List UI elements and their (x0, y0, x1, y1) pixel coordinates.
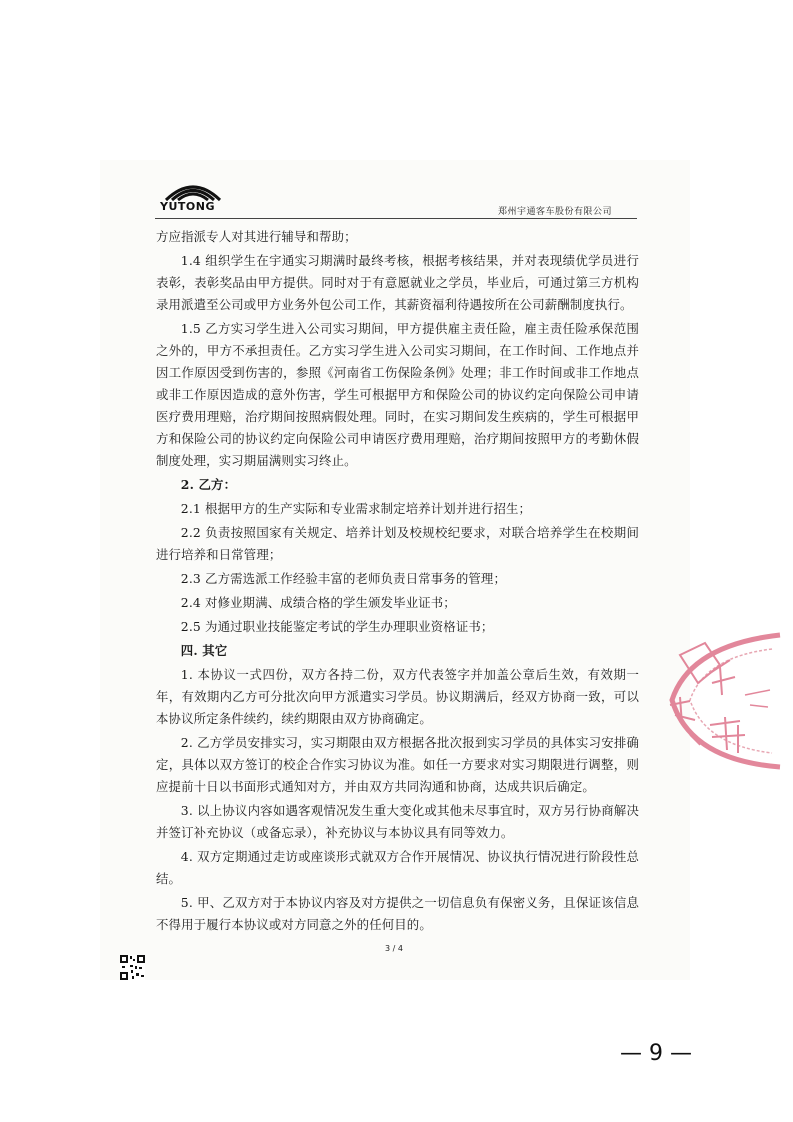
paragraph-1-4: 1.4 组织学生在宇通实习期满时最终考核，根据考核结果，并对表现绩优学员进行表彰，表彰奖品由甲方提供。同时对于有意愿就业之学员，毕业后，可通过第三方机构录用派遣至公司或甲方业务外包公司工作，其薪资福利待遇按所在公司薪酬制度执行。 (156, 253, 639, 312)
document-body (156, 226, 639, 938)
paragraph-1-5: 1.5 乙方实习学生进入公司实习期间，甲方提供雇主责任险，雇主责任险承保范围之外的，甲方不承担责任。乙方实习学生进入公司实习期间，在工作时间、工作地点并因工作原因受到伤害的，参照《河南省工伤保险条例》处理；非工作时间或非工作地点或非工作原因造成的意外伤害，学生可根据甲方和保险公司的协议约定向保险公司申请医疗费用理赔，治疗期间按照病假处理。同时，在实习期间发生疾病的，学生可根据甲方和保险公司的协议约定向保险公司申请医疗费用理赔，治疗期间按照甲方的考勤休假制度处理，实习期届满则实习终止。 (156, 321, 639, 468)
scan-page-number: 3 / 4 (385, 944, 403, 953)
paragraph-2-5: 2.5 为通过职业技能鉴定考试的学生办理职业资格证书； (180, 619, 494, 634)
company-seal-icon (650, 625, 793, 775)
paragraph-2-2: 2.2 负责按照国家有关规定、培养计划及校规校纪要求，对联合培养学生在校期间进行培养和日常管理； (156, 525, 639, 562)
section-heading-other: 四. 其它 (180, 643, 228, 658)
logo-text: YUTONG (160, 200, 215, 213)
paragraph-other-2: 2. 乙方学员安排实习，实习期限由双方根据各批次报到实习学员的具体实习安排确定，具体以双方签订的校企合作实习协议为准。如任一方要求对实习期限进行调整，则应提前十日以书面形式通知对方，并由双方共同沟通和协商，达成共识后确定。 (156, 735, 639, 794)
footer-page-number: — 9 — (620, 1041, 692, 1066)
paragraph-continuation: 方应指派专人对其进行辅导和帮助； (156, 229, 357, 244)
header-divider (155, 218, 637, 219)
qr-code-icon (120, 955, 145, 980)
paragraph-other-3: 3. 以上协议内容如遇客观情况发生重大变化或其他未尽事宜时，双方另行协商解决并签订补充协议（或备忘录），补充协议与本协议具有同等效力。 (156, 803, 639, 840)
paragraph-2-1: 2.1 根据甲方的生产实际和专业需求制定培养计划并进行招生； (180, 501, 532, 516)
paragraph-2-3: 2.3 乙方需选派工作经验丰富的老师负责日常事务的管理； (180, 571, 507, 586)
paragraph-other-1: 1. 本协议一式四份，双方各持二份，双方代表签字并加盖公章后生效，有效期一年，有效期内乙方可分批次向甲方派遣实习学员。协议期满后，经双方协商一致，可以本协议所定条件续约，续约期限由双方协商确定。 (156, 667, 639, 726)
company-name: 郑州宇通客车股份有限公司 (498, 207, 613, 217)
paragraph-other-4: 4. 双方定期通过走访或座谈形式就双方合作开展情况、协议执行情况进行阶段性总结。 (156, 849, 639, 886)
paragraph-2-4: 2.4 对修业期满、成绩合格的学生颁发毕业证书； (180, 595, 456, 610)
paragraph-other-5: 5. 甲、乙双方对于本协议内容及对方提供之一切信息负有保密义务，且保证该信息不得用于履行本协议或对方同意之外的任何目的。 (156, 895, 639, 932)
section-heading-party-b: 2. 乙方： (180, 477, 237, 492)
